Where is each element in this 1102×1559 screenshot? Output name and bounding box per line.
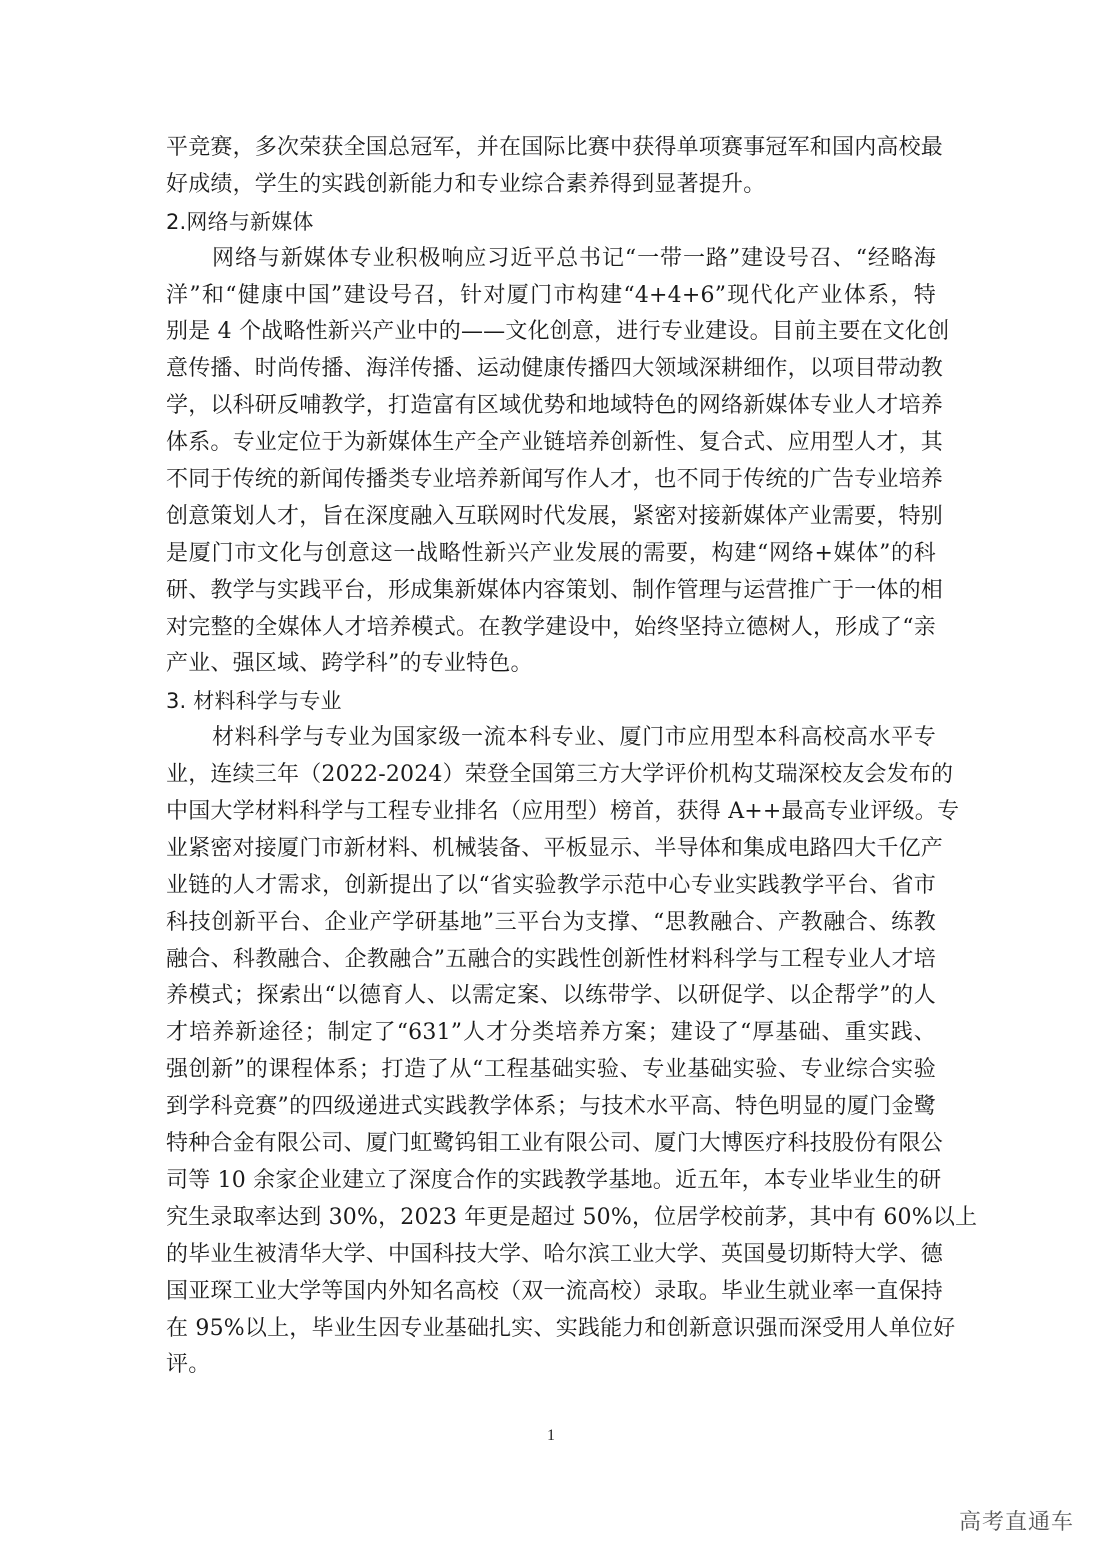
paragraph-line: 才培养新途径；制定了“631”人才分类培养方案；建设了“厚基础、重实践、 [166,1020,936,1046]
paragraph-line: 国亚琛工业大学等国内外知名高校（双一流高校）录取。毕业生就业率一直保持 [166,1278,944,1304]
paragraph-line: 对完整的全媒体人才培养模式。在教学建设中，始终坚持立德树人，形成了“亲 [166,614,936,640]
paragraph-line: 好成绩，学生的实践创新能力和专业综合素养得到显著提升。 [166,171,766,197]
paragraph-line: 评。 [166,1352,211,1378]
paragraph-line: 创意策划人才，旨在深度融入互联网时代发展，紧密对接新媒体产业需要，特别 [166,503,944,529]
paragraph-line: 的毕业生被清华大学、中国科技大学、哈尔滨工业大学、英国曼切斯特大学、德 [166,1241,944,1267]
paragraph-line: 产业、强区域、跨学科”的专业特色。 [166,651,533,677]
paragraph-line: 强创新”的课程体系；打造了从“工程基础实验、专业基础实验、专业综合实验 [166,1057,936,1083]
paragraph-line: 洋”和“健康中国”建设号召，针对厦门市构建“4+4+6”现代化产业体系，特 [166,282,936,308]
paragraph-line: 研、教学与实践平台，形成集新媒体内容策划、制作管理与运营推广于一体的相 [166,577,944,603]
paragraph-line: 养模式；探索出“以德育人、以需定案、以练带学、以研促学、以企帮学”的人 [166,983,936,1009]
paragraph-line: 是厦门市文化与创意这一战略性新兴产业发展的需要，构建“网络+媒体”的科 [166,540,936,566]
paragraph-line: 司等 10 余家企业建立了深度合作的实践教学基地。近五年，本专业毕业生的研 [166,1167,942,1193]
section-heading: 3. 材料科学与专业 [166,689,342,714]
paragraph-line: 业紧密对接厦门市新材料、机械装备、平板显示、半导体和集成电路四大千亿产 [166,835,944,861]
paragraph-line: 学，以科研反哺教学，打造富有区域优势和地域特色的网络新媒体专业人才培养 [166,393,944,419]
paragraph-line: 平竞赛，多次荣获全国总冠军，并在国际比赛中获得单项赛事冠军和国内高校最 [166,135,944,160]
paragraph-line: 特种合金有限公司、厦门虹鹭钨钼工业有限公司、厦门大博医疗科技股份有限公 [166,1131,944,1157]
paragraph-line: 融合、科教融合、企教融合”五融合的实践性创新性材料科学与工程专业人才培 [166,946,936,972]
paragraph-line: 体系。专业定位于为新媒体生产全产业链培养创新性、复合式、应用型人才，其 [166,430,944,456]
paragraph-line: 到学科竞赛”的四级递进式实践教学体系；与技术水平高、特色明显的厦门金鹭 [166,1094,936,1120]
page-number: 1 [547,1427,555,1444]
watermark: 高考直通车 [958,1510,1074,1535]
paragraph-line: 业，连续三年（2022-2024）荣登全国第三方大学评价机构艾瑞深校友会发布的 [166,762,954,788]
paragraph-line: 究生录取率达到 30%，2023 年更是超过 50%，位居学校前茅，其中有 60%以上 [166,1204,978,1230]
paragraph-line: 别是 4 个战略性新兴产业中的——文化创意，进行专业建设。目前主要在文化创 [166,319,950,345]
paragraph-line: 中国大学材料科学与工程专业排名（应用型）榜首，获得 A++最高专业评级。专 [166,799,960,825]
paragraph-line: 业链的人才需求，创新提出了以“省实验教学示范中心专业实践教学平台、省市 [166,872,936,898]
paragraph-line: 不同于传统的新闻传播类专业培养新闻写作人才，也不同于传统的广告专业培养 [166,467,944,493]
paragraph-line: 在 95%以上，毕业生因专业基础扎实、实践能力和创新意识强而深受用人单位好 [166,1315,956,1341]
paragraph-line: 网络与新媒体专业积极响应习近平总书记“一带一路”建设号召、“经略海 [212,245,936,271]
section-heading: 2.网络与新媒体 [166,209,314,234]
document-body [166,130,978,1384]
paragraph-line: 科技创新平台、企业产学研基地”三平台为支撑、“思教融合、产教融合、练教 [166,909,936,935]
paragraph-line: 材料科学与专业为国家级一流本科专业、厦门市应用型本科高校高水平专 [212,725,936,751]
paragraph-line: 意传播、时尚传播、海洋传播、运动健康传播四大领域深耕细作，以项目带动教 [166,356,944,382]
